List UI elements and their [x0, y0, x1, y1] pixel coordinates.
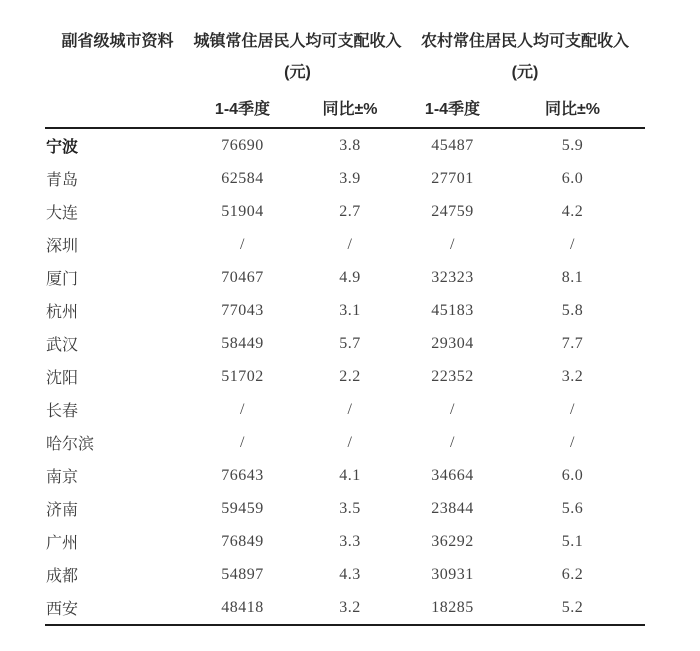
urban-yoy-value: 3.8: [339, 136, 361, 154]
table-row: [45, 129, 645, 162]
table-row: [45, 492, 645, 525]
table-row: [45, 327, 645, 360]
urban-quarter-value: 48418: [221, 598, 264, 616]
urban-yoy-value: /: [347, 400, 353, 418]
rural-quarter-value: 30931: [431, 565, 474, 583]
table-header-row-1: [45, 24, 645, 54]
urban-yoy-value: /: [347, 433, 353, 451]
table-row: [45, 195, 645, 228]
rural-quarter-value: 29304: [431, 334, 474, 352]
rural-quarter-value: /: [450, 235, 455, 253]
urban-quarter-value: 51904: [221, 202, 264, 220]
city-name: 青岛: [46, 172, 79, 189]
urban-quarter-value: /: [240, 433, 245, 451]
rural-yoy-subheader: 同比±%: [544, 100, 600, 118]
urban-quarter-value: 77043: [221, 301, 264, 319]
rural-yoy-value: 7.7: [561, 334, 584, 352]
urban-quarter-value: 76849: [221, 532, 264, 550]
urban-yoy-value: 4.3: [339, 565, 361, 583]
rural-yoy-value: 6.0: [561, 169, 584, 187]
urban-yoy-value: 4.9: [339, 268, 361, 286]
rural-income-unit: (元): [511, 64, 539, 81]
rural-quarter-value: 32323: [431, 268, 474, 286]
table-row: [45, 294, 645, 327]
urban-yoy-value: 2.7: [339, 202, 361, 220]
urban-quarter-value: 59459: [221, 499, 264, 517]
city-name: 厦门: [46, 271, 79, 288]
corner-header: 副省级城市资料: [61, 32, 174, 50]
rural-quarter-value: 23844: [431, 499, 474, 517]
rural-yoy-value: 5.2: [561, 598, 584, 616]
urban-quarter-value: 70467: [221, 268, 264, 286]
table-row: [45, 393, 645, 426]
urban-quarter-value: 76690: [221, 136, 264, 154]
urban-quarter-value: 62584: [221, 169, 264, 187]
urban-yoy-value: 3.3: [339, 532, 361, 550]
rural-yoy-value: 5.8: [561, 301, 584, 319]
urban-yoy-value: 3.1: [339, 301, 361, 319]
corner-spacer: [45, 54, 190, 87]
city-name: 广州: [46, 535, 79, 552]
rural-quarter-value: 27701: [431, 169, 474, 187]
urban-quarter-value: 51702: [221, 367, 264, 385]
city-name: 西安: [46, 601, 79, 618]
rural-yoy-value: 5.9: [561, 136, 584, 154]
urban-quarter-value: 54897: [221, 565, 264, 583]
rural-yoy-value: 3.2: [561, 367, 584, 385]
rural-quarter-value: 24759: [431, 202, 474, 220]
rural-yoy-value: /: [570, 433, 575, 451]
rural-quarter-value: 18285: [431, 598, 474, 616]
table-row: [45, 261, 645, 294]
urban-yoy-value: /: [347, 235, 353, 253]
urban-yoy-value: 3.5: [339, 499, 361, 517]
urban-yoy-value: 5.7: [339, 334, 361, 352]
corner-spacer: [45, 87, 190, 127]
city-name: 成都: [46, 568, 79, 585]
table-row: [45, 558, 645, 591]
urban-quarter-value: 58449: [221, 334, 264, 352]
urban-yoy-value: 3.9: [339, 169, 361, 187]
urban-quarter-value: /: [240, 400, 245, 418]
table-header-row-2: [45, 54, 645, 87]
urban-yoy-value: 4.1: [339, 466, 361, 484]
rural-quarter-value: 45183: [431, 301, 474, 319]
rural-yoy-value: 6.0: [561, 466, 584, 484]
rural-yoy-value: /: [570, 235, 575, 253]
table-row: [45, 591, 645, 624]
table-row: [45, 525, 645, 558]
city-name: 武汉: [46, 337, 79, 354]
rural-yoy-value: 4.2: [561, 202, 584, 220]
table-row: [45, 162, 645, 195]
table-row: [45, 228, 645, 261]
rural-quarter-value: /: [450, 400, 455, 418]
rural-yoy-value: /: [570, 400, 575, 418]
table-row: [45, 459, 645, 492]
city-name: 南京: [46, 469, 79, 486]
rural-yoy-value: 5.6: [561, 499, 584, 517]
urban-yoy-value: 2.2: [339, 367, 361, 385]
city-name: 哈尔滨: [46, 436, 95, 453]
rural-quarter-value: /: [450, 433, 455, 451]
table-subheader-row: [45, 87, 645, 127]
urban-quarter-value: /: [240, 235, 245, 253]
rural-quarter-value: 36292: [431, 532, 474, 550]
urban-yoy-subheader: 同比±%: [322, 100, 378, 118]
urban-quarter-value: 76643: [221, 466, 264, 484]
rural-quarter-value: 34664: [431, 466, 474, 484]
rural-yoy-value: 5.1: [561, 532, 584, 550]
city-name: 大连: [46, 205, 79, 222]
city-name: 深圳: [46, 238, 79, 255]
urban-income-unit: (元): [284, 64, 311, 81]
rural-quarter-subheader: 1-4季度: [424, 100, 481, 118]
urban-income-group-header: 城镇常住居民人均可支配收入: [193, 32, 402, 50]
city-name: 长春: [46, 403, 79, 420]
table-row: [45, 360, 645, 393]
city-name: 宁波: [46, 139, 79, 156]
income-table: [45, 24, 645, 626]
city-name: 济南: [46, 502, 79, 519]
urban-yoy-value: 3.2: [339, 598, 361, 616]
city-name: 沈阳: [46, 370, 79, 387]
rural-quarter-value: 45487: [431, 136, 474, 154]
table-body: [45, 127, 645, 626]
rural-yoy-value: 6.2: [561, 565, 584, 583]
rural-quarter-value: 22352: [431, 367, 474, 385]
urban-quarter-subheader: 1-4季度: [214, 100, 271, 118]
table-row: [45, 426, 645, 459]
rural-yoy-value: 8.1: [561, 268, 584, 286]
city-name: 杭州: [46, 304, 79, 321]
rural-income-group-header: 农村常住居民人均可支配收入: [420, 32, 629, 50]
